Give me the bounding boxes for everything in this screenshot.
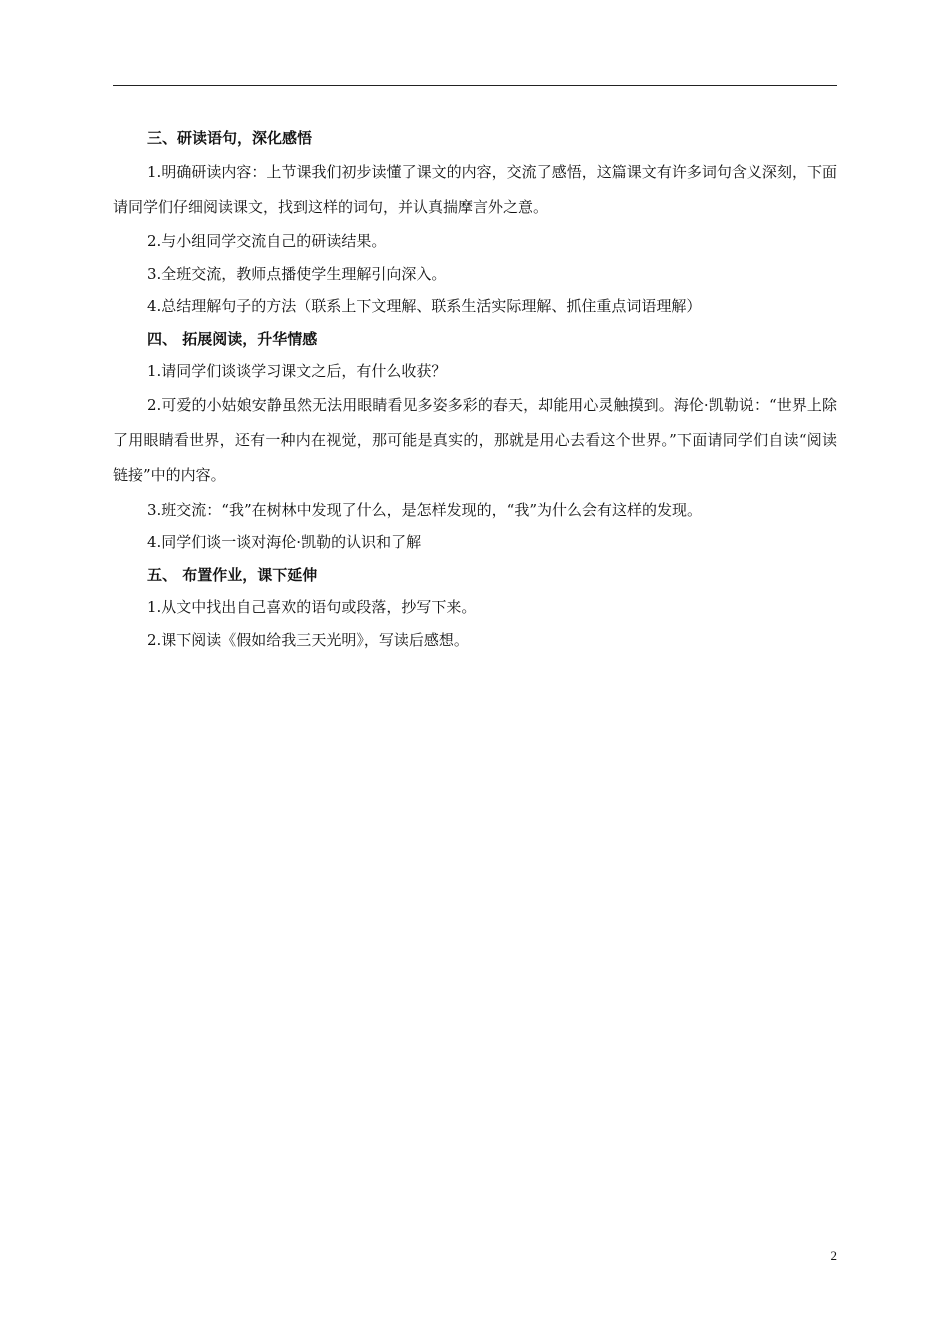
- page-number: 2: [830, 1248, 837, 1263]
- section-heading: 五、 布置作业，课下延伸: [147, 565, 318, 584]
- list-item: 4.总结理解句子的方法（联系上下文理解、联系生活实际理解、抓住重点词语理解）: [147, 297, 702, 316]
- list-item: 3.全班交流，教师点播使学生理解引向深入。: [147, 264, 447, 283]
- list-item: 2.可爱的小姑娘安静虽然无法用眼睛看见多姿多彩的春天，却能用心灵触摸到。海伦·凯勒说：“世界上除了用眼睛看世界，还有一种内在视觉，那可能是真实的，那就是用心去看这个世界。”下面请同学们自读“阅读链接”中的内容。: [113, 395, 837, 485]
- list-item: 1.请同学们谈谈学习课文之后，有什么收获？: [147, 362, 447, 381]
- header-rule: [113, 85, 837, 86]
- section-heading: 四、 拓展阅读，升华情感: [147, 329, 318, 348]
- list-item: 1.明确研读内容：上节课我们初步读懂了课文的内容，交流了感悟，这篇课文有许多词句含义深刻，下面请同学们仔细阅读课文，找到这样的词句，并认真揣摩言外之意。: [113, 162, 837, 216]
- list-item: 2.课下阅读《假如给我三天光明》，写读后感想。: [147, 630, 469, 649]
- section-heading: 三、研读语句，深化感悟: [147, 129, 313, 147]
- document-body: [113, 122, 837, 657]
- list-item: 3.班交流：“我”在树林中发现了什么，是怎样发现的，“我”为什么会有这样的发现。: [147, 500, 702, 519]
- list-item: 4.同学们谈一谈对海伦·凯勒的认识和了解: [147, 533, 422, 552]
- list-item: 1.从文中找出自己喜欢的语句或段落，抄写下来。: [147, 598, 477, 617]
- list-item: 2.与小组同学交流自己的研读结果。: [147, 232, 387, 250]
